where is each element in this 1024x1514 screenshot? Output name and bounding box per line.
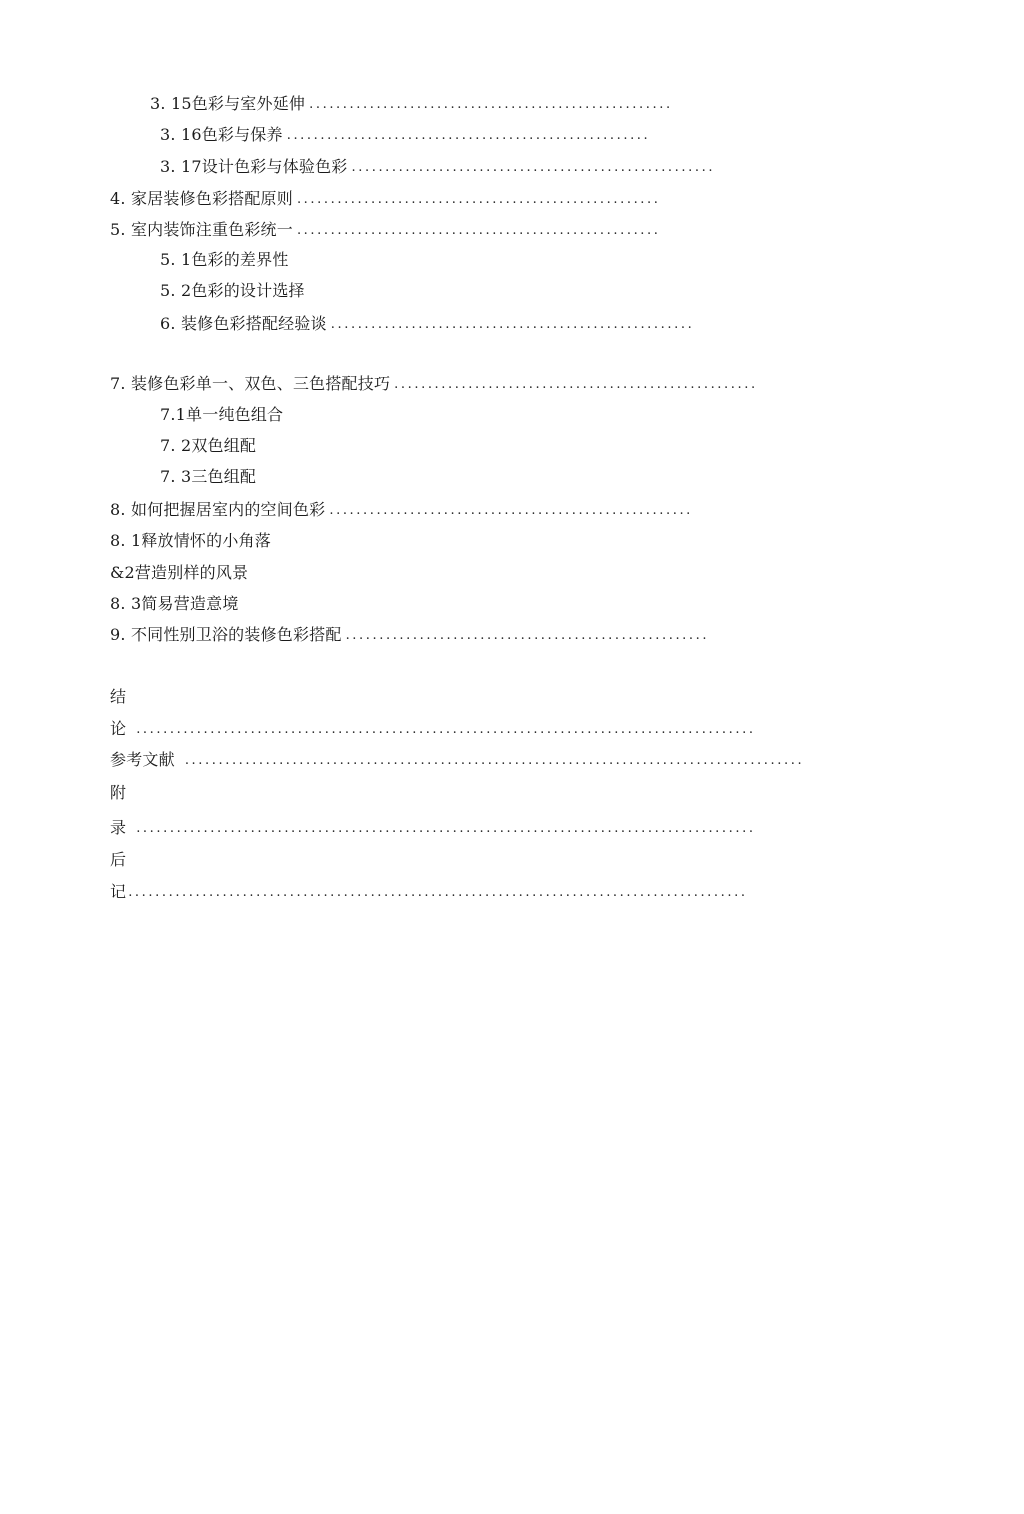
toc-entry-label: 7. 2双色组配	[160, 436, 257, 455]
toc-entry-label: 6. 装修色彩搭配经验谈	[160, 314, 327, 333]
toc-entry-3-15	[150, 90, 806, 114]
toc-entry-label: &2营造别样的风景	[110, 563, 249, 582]
toc-entry-label: 结	[110, 687, 127, 706]
toc-entry-label: 7. 装修色彩单一、双色、三色搭配技巧	[110, 374, 391, 393]
toc-entry-label: 后	[110, 850, 127, 869]
toc-entry-postscript-1	[110, 846, 210, 870]
toc-entry-appendix-2	[110, 814, 894, 838]
toc-dot-leader: ......................................................	[330, 317, 695, 332]
toc-entry-8-3	[110, 590, 410, 614]
toc-entry-label: 3. 16色彩与保养	[160, 125, 283, 144]
toc-entry-conclusion-2	[110, 715, 894, 739]
toc-entry-label: 附	[110, 783, 127, 802]
toc-entry-label: 8. 3简易营造意境	[110, 594, 239, 613]
toc-dot-leader: ............................................................................................	[184, 753, 805, 768]
toc-entry-label: 4. 家居装修色彩搭配原则	[110, 189, 293, 208]
toc-dot-leader: ......................................................	[351, 160, 716, 175]
toc-entry-conclusion-1	[110, 683, 210, 707]
toc-entry-label: 5. 1色彩的差界性	[160, 250, 289, 269]
toc-entry-3-16	[160, 121, 780, 145]
toc-entry-7	[110, 370, 904, 394]
toc-entry-label: 录	[110, 818, 127, 837]
toc-dot-leader: ......................................................	[309, 97, 673, 112]
toc-entry-6	[160, 310, 840, 334]
toc-entry-3-17	[160, 153, 862, 177]
toc-entry-label: 参考文献	[110, 750, 175, 769]
toc-entry-4	[110, 185, 806, 209]
toc-dot-leader: ............................................................................................	[128, 885, 748, 900]
toc-entry-8-1	[110, 527, 410, 551]
toc-dot-leader: ......................................................	[329, 503, 693, 518]
toc-entry-label: 5. 室内装饰注重色彩统一	[110, 220, 293, 239]
toc-entry-appendix-1	[110, 779, 210, 803]
toc-dot-leader: ......................................................	[394, 377, 758, 392]
toc-dot-leader: ......................................................	[286, 128, 651, 143]
toc-entry-8	[110, 496, 840, 520]
toc-entry-5	[110, 216, 806, 240]
toc-entry-label: 7. 3三色组配	[160, 467, 257, 486]
toc-entry-5-2	[160, 277, 460, 301]
toc-entry-7-3	[160, 463, 460, 487]
toc-entry-references	[110, 746, 894, 770]
toc-dot-leader: ......................................................	[296, 223, 661, 238]
toc-entry-label: 5. 2色彩的设计选择	[160, 281, 305, 300]
toc-entry-label: 记	[110, 882, 127, 901]
toc-entry-7-1	[160, 401, 460, 425]
toc-entry-8-2	[110, 559, 410, 583]
toc-entry-5-1	[160, 246, 460, 270]
toc-entry-label: 8. 如何把握居室内的空间色彩	[110, 500, 326, 519]
toc-entry-label: 7.1单一纯色组合	[160, 405, 284, 424]
toc-dot-leader: ......................................................	[296, 192, 661, 207]
toc-dot-leader: ......................................................	[345, 628, 710, 643]
toc-entry-9	[110, 621, 862, 645]
toc-dot-leader: ............................................................................................	[136, 821, 756, 836]
toc-dot-leader: ............................................................................................	[136, 722, 756, 737]
toc-entry-label: 论	[110, 719, 127, 738]
toc-entry-postscript-2	[110, 878, 894, 902]
toc-entry-label: 3. 17设计色彩与体验色彩	[160, 157, 348, 176]
toc-entry-label: 8. 1释放情怀的小角落	[110, 531, 271, 550]
toc-entry-7-2	[160, 432, 460, 456]
toc-entry-label: 9. 不同性别卫浴的装修色彩搭配	[110, 625, 342, 644]
toc-entry-label: 3. 15色彩与室外延伸	[150, 94, 306, 113]
